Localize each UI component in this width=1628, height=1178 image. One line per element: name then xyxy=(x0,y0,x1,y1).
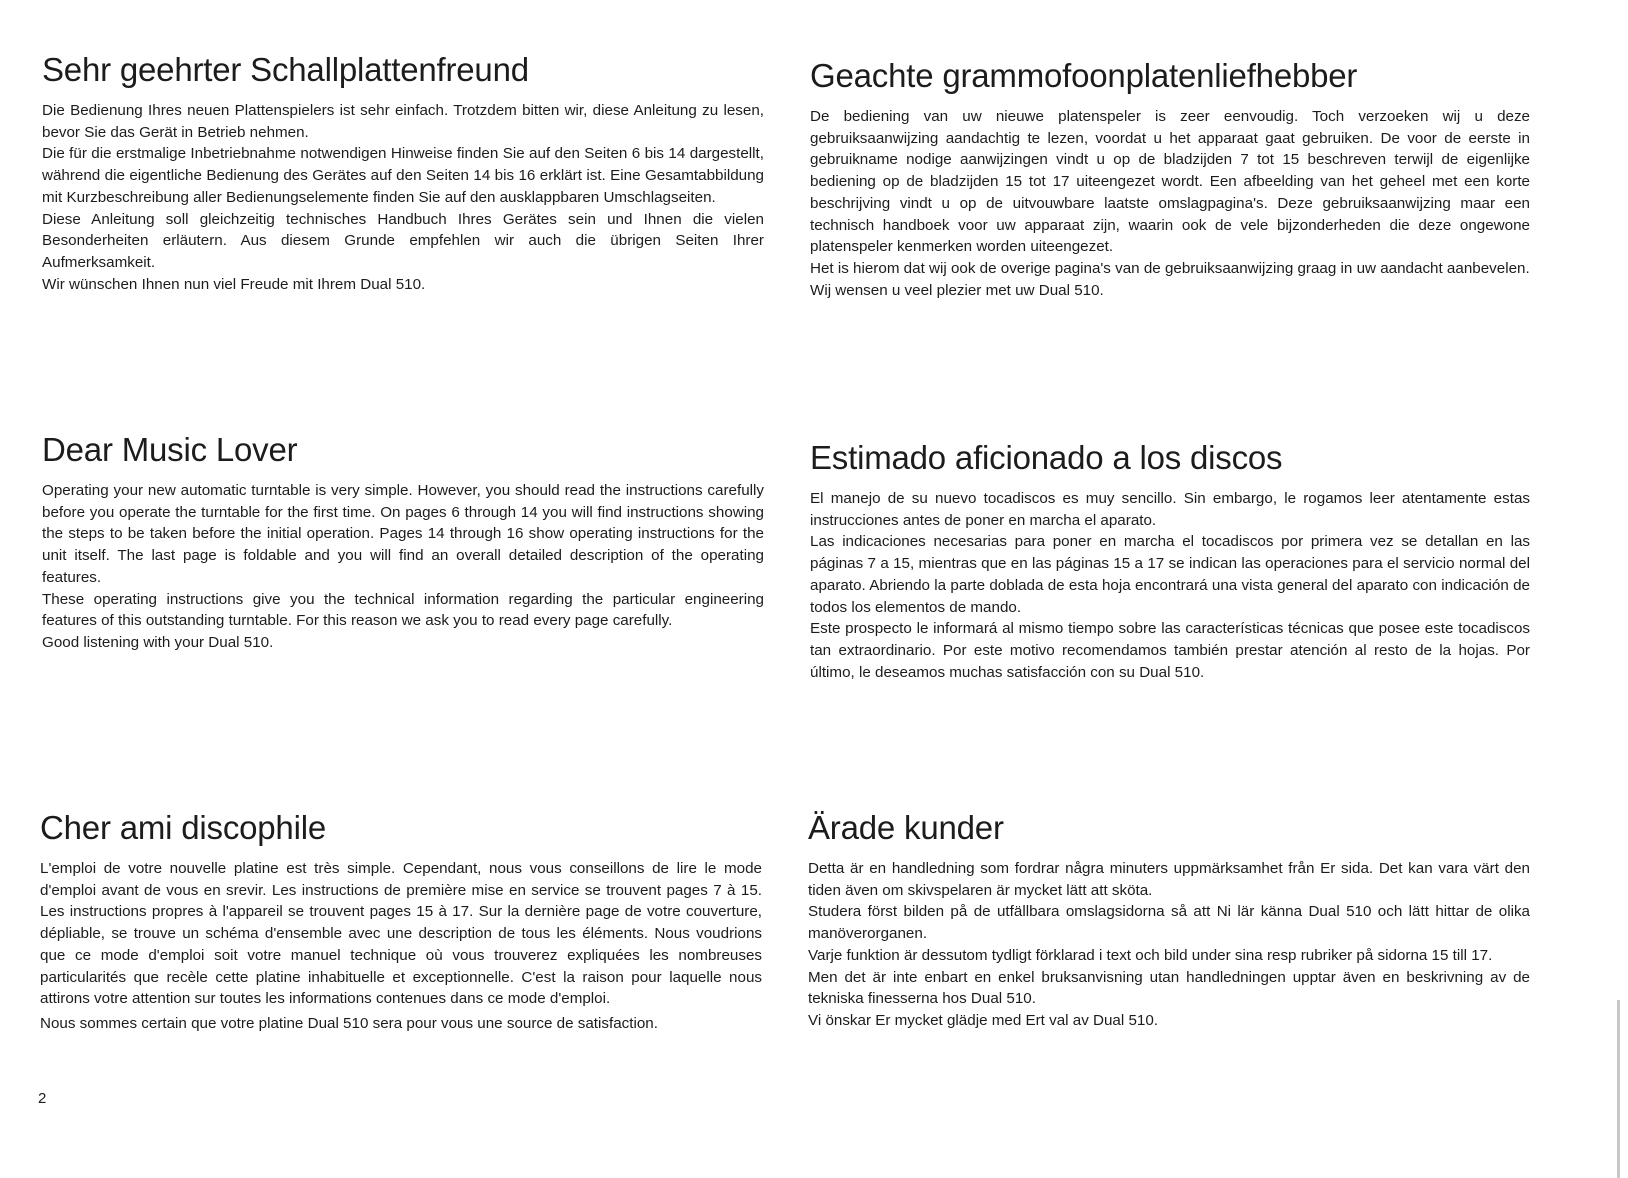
paragraph: L'emploi de votre nouvelle platine est très simple. Cependant, nous vous conseillons de lire le mode d'emploi avant de vous en srevir. Les instructions de première mise en service se trouvent pages 7 à 15. Les instructions propres à l'appareil se trouvent pages 15 à 17. Sur la dernière page de votre couverture, dépliable, se trouve un schéma d'ensemble avec une description de tous les éléments. Nous voudrions que ce mode d'emploi soit votre manuel technique où vous trouverez expliquées les nombreuses particularités que recèle cette platine inhabituelle et exceptionnelle. C'est la raison pour laquelle nous attirons votre attention sur toutes les informations contenues dans ce mode d'emploi. xyxy=(40,860,762,1008)
paragraph: Vi önskar Er mycket glädje med Ert val av Dual 510. xyxy=(808,1011,1159,1029)
paragraph: Good listening with your Dual 510. xyxy=(42,633,274,651)
paragraph: Men det är inte enbart en enkel bruksanvisning utan handledningen upptar även en beskrivning av de tekniska finesserna hos Dual 510. xyxy=(808,968,1530,1008)
paragraph: Varje funktion är dessutom tydligt förklarad i text och bild under sina resp rubriker på sidorna 15 till 17. xyxy=(808,946,1493,964)
section-title: Geachte grammofoonplatenliefhebber xyxy=(810,57,1358,94)
section-swedish xyxy=(808,808,1530,1032)
section-title: Ärade kunder xyxy=(808,809,1004,846)
paragraph: Operating your new automatic turntable is very simple. However, you should read the instructions carefully before you operate the turntable for the first time. On pages 6 through 14 you will find instructions showing the steps to be taken before the initial operation. Pages 14 through 16 show operating instructions for the unit itself. The last page is foldable and you will find an overall detailed description of the operating features. xyxy=(42,482,764,586)
page-number: 2 xyxy=(38,1090,47,1107)
paragraph: El manejo de su nuevo tocadiscos es muy sencillo. Sin embargo, le rogamos leer atentamente estas instrucciones antes de poner en marcha el aparato. xyxy=(810,490,1530,529)
section-french xyxy=(40,808,762,1035)
paragraph: Studera först bilden på de utfällbara omslagsidorna så att Ni lär känna Dual 510 och lätt hittar de olika manöverorganen. xyxy=(808,903,1530,943)
paragraph: Die für die erstmalige Inbetriebnahme notwendigen Hinweise finden Sie auf den Seiten 6 bis 14 dargestellt, während die eigentliche Bedienung des Gerätes auf den Seiten 14 bis 16 erklärt ist. Eine Gesamtabbildung mit Kurzbeschreibung aller Bedienungselemente finden Sie auf den ausklappbaren Umschlagseiten. xyxy=(42,145,764,206)
section-english xyxy=(42,430,764,654)
paragraph: Nous sommes certain que votre platine Dual 510 sera pour vous une source de satisfaction. xyxy=(40,1014,658,1032)
paragraph: These operating instructions give you the technical information regarding the particular engineering features of this outstanding turntable. For this reason we ask you to read every page carefully. xyxy=(42,590,764,630)
paragraph: Las indicaciones necesarias para poner en marcha el tocadiscos por primera vez se detallan en las páginas 7 a 15, mientras que en las páginas 15 a 17 se indican las operaciones para el servicio normal del aparato. Abriendo la parte doblada de esta hoja encontrará una vista general del aparato con indicación de todos los elementos de mando. xyxy=(810,533,1530,616)
section-title: Sehr geehrter Schallplattenfreund xyxy=(42,51,529,88)
section-spanish xyxy=(810,438,1530,683)
section-german xyxy=(42,50,764,295)
paragraph: Het is hierom dat wij ook de overige pagina's van de gebruiksaanwijzing graag in uw aandacht aanbevelen. xyxy=(810,259,1530,277)
paragraph: Wij wensen u veel plezier met uw Dual 510. xyxy=(810,281,1104,299)
paragraph: Detta är en handledning som fordrar några minuters uppmärksamhet från Er sida. Det kan vara värt den tiden även om skivspelaren är mycket lätt att sköta. xyxy=(808,860,1530,899)
paragraph: De bediening van uw nieuwe platenspeler is zeer eenvoudig. Toch verzoeken wij u deze gebruiksaanwijzing aandachtig te lezen, voordat u het apparaat gaat gebruiken. De voor de eerste in gebruikname nodige aanwijzingen vindt u op de bladzijden 7 tot 15 beschreven terwijl de eigenlijke bediening op de bladzijden 15 tot 17 uiteengezet wordt. Een afbeelding van het geheel met een korte beschrijving vindt u op de uitvouwbare laatste omslagpagina's. Deze gebruiksaanwijzing maar een technisch handboek voor uw apparaat zijn, waarin ook de vele bijzonderheden die deze ongewone platenspeler kenmerken worden uiteengezet. xyxy=(810,108,1530,256)
paragraph: Este prospecto le informará al mismo tiempo sobre las características técnicas que posee este tocadiscos tan extraordinario. Por este motivo recomendamos también prestar atención al resto de la hojas. Por último, le deseamos muchas satisfacción con su Dual 510. xyxy=(810,620,1530,681)
paragraph: Diese Anleitung soll gleichzeitig technisches Handbuch Ihres Gerätes sein und Ihnen die vielen Besonderheiten erläutern. Aus diesem Grunde empfehlen wir auch die übrigen Seiten Ihrer Aufmerksamkeit. xyxy=(42,210,764,271)
paragraph: Die Bedienung Ihres neuen Plattenspielers ist sehr einfach. Trotzdem bitten wir, diese Anleitung zu lesen, bevor Sie das Gerät in Betrieb nehmen. xyxy=(42,102,764,141)
section-title: Estimado aficionado a los discos xyxy=(810,439,1283,476)
page-edge-divider xyxy=(1617,1000,1620,1178)
section-dutch xyxy=(810,56,1530,301)
section-title: Dear Music Lover xyxy=(42,431,298,468)
section-title: Cher ami discophile xyxy=(40,809,326,846)
paragraph: Wir wünschen Ihnen nun viel Freude mit Ihrem Dual 510. xyxy=(42,275,426,293)
